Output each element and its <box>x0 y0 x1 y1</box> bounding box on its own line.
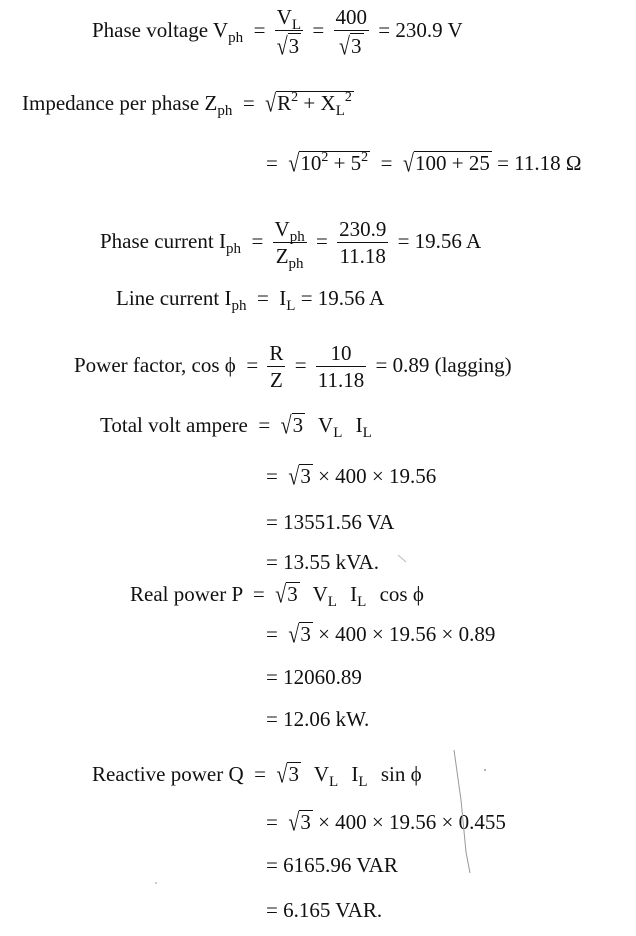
reactive-power-line-3: = 6165.96 VAR <box>266 853 398 877</box>
fraction-230-9-over-11-18: $\frac{230.9}{11.18}$ <box>339 217 387 269</box>
real-power-line-4: = 12.06 kW. <box>266 707 370 731</box>
line-current-label: Line current I <box>116 286 232 310</box>
real-power-row: Real power P = √3 $V_L$ $I_L$ cos ϕ <box>130 581 424 610</box>
power-factor-row: Power factor, cos ϕ = $\frac{R}{Z}$ = $\frac{10}{11.18}$ = 0.89 (lagging) <box>74 341 512 393</box>
total-va-line-2: = √3 × 400 × 19.56 <box>266 463 437 491</box>
phase-current-label: Phase current I <box>100 228 226 253</box>
scan-dot <box>155 882 157 884</box>
phase-voltage-label-sub: ph <box>228 29 244 46</box>
impedance-calc-row: = $√10^2 + 5^2 = √100 + 25 = 11.18$ Ω <box>266 150 582 178</box>
reactive-power-label: Reactive power Q <box>92 762 244 786</box>
sqrt-3: √3 <box>276 761 299 789</box>
fraction-r-over-z: $\frac{R}{Z}$ <box>269 341 284 393</box>
real-power-label: Real power P <box>130 582 243 606</box>
sqrt-3: √3 <box>288 463 311 491</box>
reactive-power-row: Reactive power Q = √3 $V_L$ $I_L$ sin ϕ <box>92 761 422 790</box>
phase-voltage-label: Phase voltage V <box>92 17 229 42</box>
sqrt-10sq-plus-5sq: $√10^2 + 5^2$ <box>288 150 369 178</box>
impedance-result: = 11.18 Ω <box>497 151 582 175</box>
scan-dot <box>484 769 486 771</box>
fraction-vph-over-zph: $\frac{V_{ph}}{Z_{ph}}$ <box>274 217 305 273</box>
impedance-row: Impedance per phase $Z_{ph} = √R^2 + X_L^2$ <box>22 90 352 119</box>
reactive-power-line-2: = √3 × 400 × 19.56 × 0.455 <box>266 809 506 837</box>
sqrt: √3 <box>276 33 300 61</box>
reactive-power-line-4: = 6.165 VAR. <box>266 898 383 922</box>
real-power-line-3: = 12060.89 <box>266 665 362 689</box>
total-va-line-3: = 13551.56 VA <box>266 510 395 534</box>
sqrt-3: √3 <box>288 809 311 837</box>
phase-current-result: = 19.56 A <box>397 228 482 253</box>
phase-voltage-row: Phase voltage $V_{ph}$ = $\frac{V_L}{√3}$ = $\frac{400}{√3}$ = 230.9 V <box>92 5 463 61</box>
numerator: V <box>276 5 292 29</box>
scan-mark <box>398 555 406 562</box>
total-va-row: Total volt ampere = √3 $V_L$ $I_L$ <box>100 412 372 441</box>
sqrt-r2-plus-xl2: $√R^2 + X_L^2$ <box>265 90 352 119</box>
fraction-10-over-11-18: $\frac{10}{11.18}$ <box>317 341 365 393</box>
line-current-row: Line current $I_{ph} = I_L = 19.56$ A <box>116 286 385 314</box>
fraction-400-over-root3: $\frac{400}{√3}$ <box>335 5 368 61</box>
sqrt-3: √3 <box>288 621 311 649</box>
sqrt: √3 <box>339 33 362 61</box>
phase-voltage-result: = 230.9 V <box>378 17 463 42</box>
phase-current-row: Phase current $I_{ph}$ = $\frac{V_{ph}}{Z_{ph}}$ = $\frac{230.9}{11.18}$ = 19.56 A <box>100 217 482 273</box>
scan-streak <box>454 750 470 873</box>
sqrt-3: √3 <box>280 412 304 440</box>
power-factor-result: = 0.89 (lagging) <box>375 352 512 377</box>
sqrt-3: √3 <box>275 581 298 609</box>
power-factor-label: Power factor, cos ϕ <box>74 352 236 377</box>
total-va-line-4: = 13.55 kVA. <box>266 550 379 574</box>
real-power-line-2: = √3 × 400 × 19.56 × 0.89 <box>266 621 496 649</box>
impedance-label: Impedance per phase Z <box>22 91 218 115</box>
sqrt-100-plus-25: √100 + 25 <box>403 150 490 178</box>
fraction-vl-over-root3: $\frac{V_L}{√3}$ <box>275 6 303 58</box>
line-current-result: = 19.56 A <box>300 286 385 310</box>
total-va-label: Total volt ampere <box>100 413 248 437</box>
